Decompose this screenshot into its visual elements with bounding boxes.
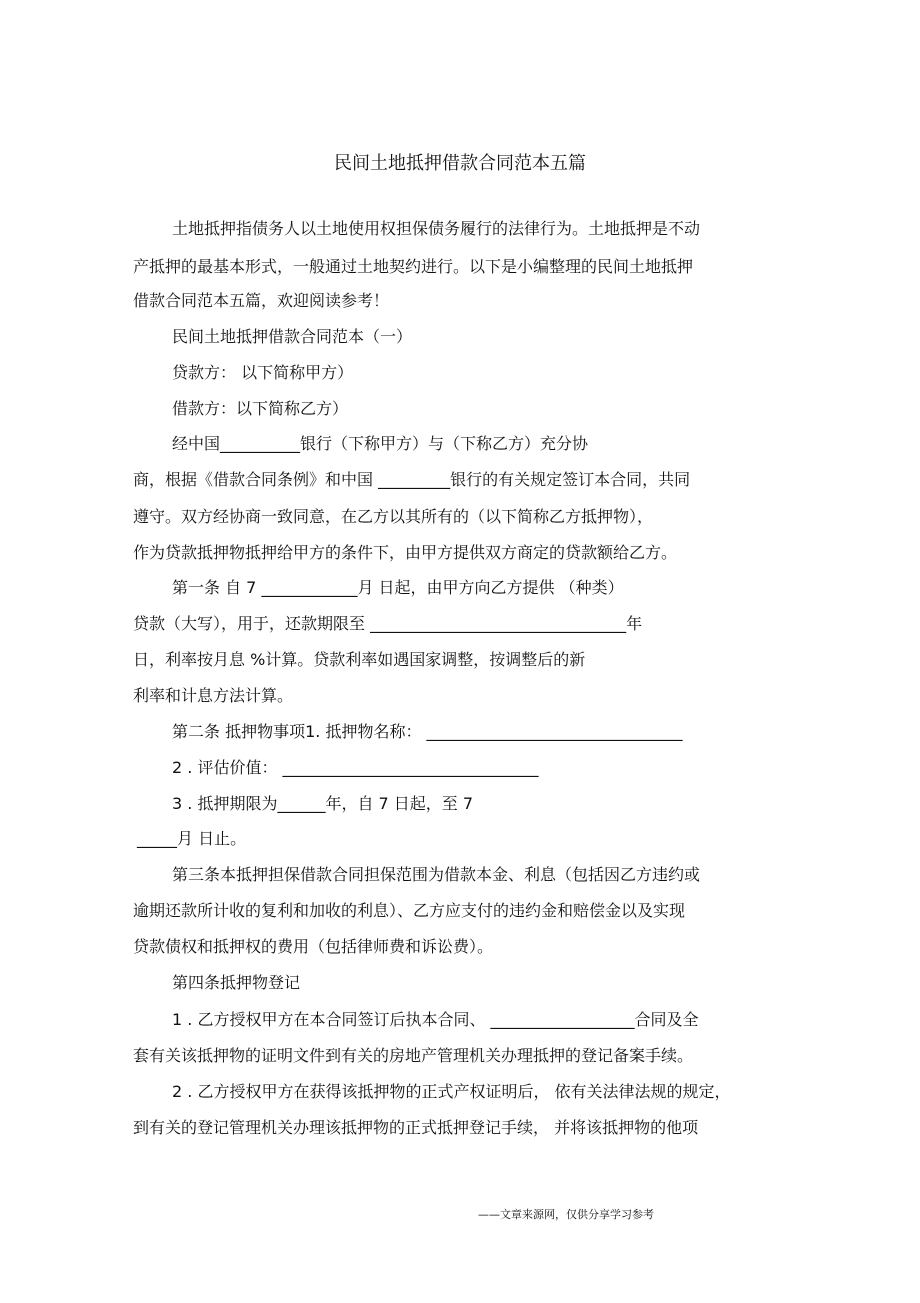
article-1-line-2: 贷款（大写），用于，还款期限至 ________________________________年 xyxy=(133,614,643,633)
article-2-item-3-cont: _____月 日止。 xyxy=(137,829,247,848)
body-line-9: 遵守。双方经协商一致同意，在乙方以其所有的（以下简称乙方抵押物）， xyxy=(133,507,654,526)
article-2-item-2: 2 . 评估价值： ________________________________ xyxy=(172,758,539,777)
body-line-10: 作为贷款抵押物抵押给甲方的条件下，由甲方提供双方商定的贷款额给乙方。 xyxy=(133,543,678,562)
body-line-1: 土地抵押指债务人以土地使用权担保债务履行的法律行为。土地抵押是不动 xyxy=(172,219,701,238)
body-line-3: 借款合同范本五篇，欢迎阅读参考！ xyxy=(133,291,390,310)
article-4-item-1: 1 . 乙方授权甲方在本合同签订后执本合同、 __________________合同及全 xyxy=(172,1010,699,1029)
article-4-item-1-cont: 套有关该抵押物的证明文件到有关的房地产管理机关办理抵押的登记备案手续。 xyxy=(133,1046,694,1065)
article-1-line-3: 日，利率按月息 %计算。贷款利率如遇国家调整，按调整后的新 xyxy=(133,650,586,669)
article-3-line-2: 逾期还款所计收的复利和加收的利息）、乙方应支付的违约金和赔偿金以及实现 xyxy=(133,901,686,920)
body-line-8: 商，根据《借款合同条例》和中国 _________银行的有关规定签订本合同，共同 xyxy=(133,470,691,489)
article-4-item-2-cont: 到有关的登记管理机关办理该抵押物的正式抵押登记手续， 并将该抵押物的他项 xyxy=(133,1118,699,1137)
lender-line: 贷款方： 以下简称甲方） xyxy=(172,363,354,382)
section-heading-1: 民间土地抵押借款合同范本（一） xyxy=(172,327,413,346)
article-3-line-3: 贷款债权和抵押权的费用（包括律师费和诉讼费）。 xyxy=(133,937,494,956)
article-2-item-3: 3 . 抵押期限为______年，自 7 日起，至 7 xyxy=(172,794,474,813)
document-title: 民间土地抵押借款合同范本五篇 xyxy=(334,153,586,174)
body-line-2: 产抵押的最基本形式，一般通过土地契约进行。以下是小编整理的民间土地抵押 xyxy=(133,257,694,276)
article-3-line-1: 第三条本抵押担保借款合同担保范围为借款本金、利息（包括因乙方违约或 xyxy=(172,865,701,884)
borrower-line: 借款方：以下简称乙方） xyxy=(172,399,349,418)
body-line-7: 经中国__________银行（下称甲方）与（下称乙方）充分协 xyxy=(172,434,589,453)
article-1-line-1: 第一条 自 7 ____________月 日起，由甲方向乙方提供 （种类） xyxy=(172,578,624,597)
article-4-item-2: 2 . 乙方授权甲方在获得该抵押物的正式产权证明后， 依有关法律法规的规定， xyxy=(172,1082,731,1101)
article-1-line-4: 利率和计息方法计算。 xyxy=(133,686,294,705)
footer-note: ——文章来源网，仅供分享学习参考 xyxy=(478,1208,654,1221)
article-4-heading: 第四条抵押物登记 xyxy=(172,973,301,992)
article-2-line-1: 第二条 抵押物事项1. 抵押物名称： ________________________________ xyxy=(172,722,683,741)
